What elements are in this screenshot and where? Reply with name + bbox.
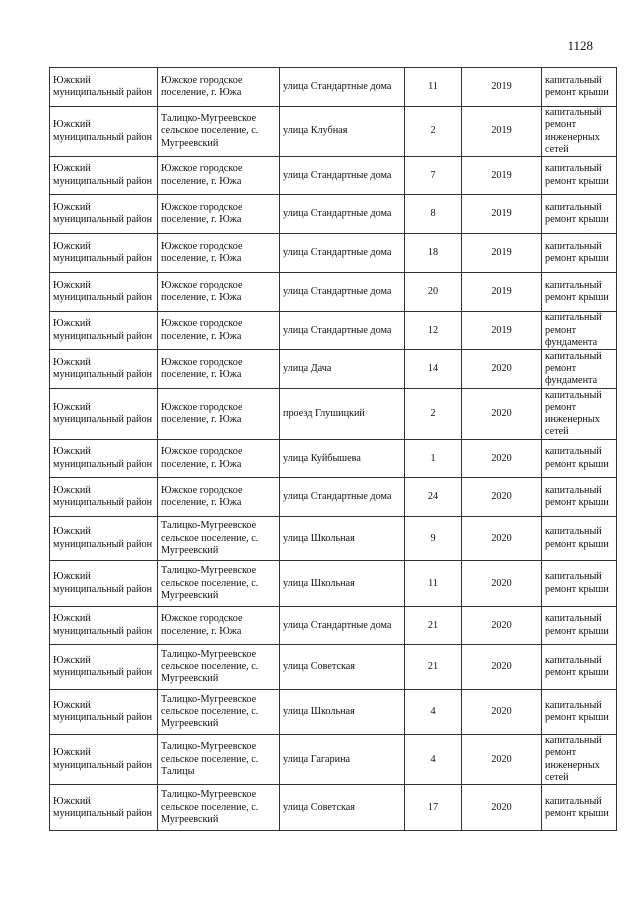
year-cell: 2019 xyxy=(462,157,542,195)
house-number-cell: 17 xyxy=(405,785,462,831)
district-cell: Южский муниципальный район xyxy=(50,735,158,785)
district-cell: Южский муниципальный район xyxy=(50,645,158,690)
house-number-cell: 21 xyxy=(405,607,462,645)
district-cell: Южский муниципальный район xyxy=(50,389,158,440)
work-type-cell: капитальный ремонт крыши xyxy=(542,517,617,561)
district-cell: Южский муниципальный район xyxy=(50,350,158,389)
district-cell: Южский муниципальный район xyxy=(50,607,158,645)
table-row xyxy=(50,690,617,735)
work-type-cell: капитальный ремонт фундамента xyxy=(542,312,617,350)
table-row xyxy=(50,478,617,517)
house-number-cell: 2 xyxy=(405,389,462,440)
year-cell: 2019 xyxy=(462,234,542,273)
settlement-cell: Талицко-Мугреевское сельское поселение, с. Мугреевский xyxy=(158,517,280,561)
street-cell: улица Стандартные дома xyxy=(280,195,405,234)
work-type-cell: капитальный ремонт крыши xyxy=(542,690,617,735)
year-cell: 2020 xyxy=(462,645,542,690)
work-type-cell: капитальный ремонт крыши xyxy=(542,195,617,234)
work-type-cell: капитальный ремонт крыши xyxy=(542,157,617,195)
house-number-cell: 24 xyxy=(405,478,462,517)
work-type-cell: капитальный ремонт крыши xyxy=(542,234,617,273)
table-row xyxy=(50,517,617,561)
street-cell: улица Стандартные дома xyxy=(280,234,405,273)
settlement-cell: Южское городское поселение, г. Южа xyxy=(158,440,280,478)
street-cell: улица Стандартные дома xyxy=(280,312,405,350)
street-cell: улица Стандартные дома xyxy=(280,607,405,645)
district-cell: Южский муниципальный район xyxy=(50,561,158,607)
table-row xyxy=(50,157,617,195)
settlement-cell: Южское городское поселение, г. Южа xyxy=(158,312,280,350)
table-row xyxy=(50,195,617,234)
table-row xyxy=(50,273,617,312)
district-cell: Южский муниципальный район xyxy=(50,517,158,561)
table-row xyxy=(50,607,617,645)
district-cell: Южский муниципальный район xyxy=(50,157,158,195)
work-type-cell: капитальный ремонт крыши xyxy=(542,68,617,107)
district-cell: Южский муниципальный район xyxy=(50,195,158,234)
settlement-cell: Южское городское поселение, г. Южа xyxy=(158,389,280,440)
street-cell: улица Советская xyxy=(280,645,405,690)
work-type-cell: капитальный ремонт инженерных сетей xyxy=(542,107,617,157)
table-row xyxy=(50,389,617,440)
table-row xyxy=(50,350,617,389)
street-cell: улица Школьная xyxy=(280,561,405,607)
page-number: 1128 xyxy=(567,38,593,53)
settlement-cell: Талицко-Мугреевское сельское поселение, с. Талицы xyxy=(158,735,280,785)
year-cell: 2019 xyxy=(462,68,542,107)
district-cell: Южский муниципальный район xyxy=(50,312,158,350)
year-cell: 2020 xyxy=(462,561,542,607)
street-cell: улица Клубная xyxy=(280,107,405,157)
settlement-cell: Талицко-Мугреевское сельское поселение, с. Мугреевский xyxy=(158,561,280,607)
house-number-cell: 11 xyxy=(405,561,462,607)
work-type-cell: капитальный ремонт крыши xyxy=(542,440,617,478)
house-number-cell: 8 xyxy=(405,195,462,234)
street-cell: проезд Глушицкий xyxy=(280,389,405,440)
street-cell: улица Школьная xyxy=(280,690,405,735)
street-cell: улица Гагарина xyxy=(280,735,405,785)
street-cell: улица Стандартные дома xyxy=(280,157,405,195)
settlement-cell: Талицко-Мугреевское сельское поселение, с. Мугреевский xyxy=(158,690,280,735)
work-type-cell: капитальный ремонт крыши xyxy=(542,561,617,607)
house-number-cell: 14 xyxy=(405,350,462,389)
table-row xyxy=(50,645,617,690)
district-cell: Южский муниципальный район xyxy=(50,478,158,517)
district-cell: Южский муниципальный район xyxy=(50,107,158,157)
table-row xyxy=(50,785,617,831)
work-type-cell: капитальный ремонт крыши xyxy=(542,607,617,645)
settlement-cell: Южское городское поселение, г. Южа xyxy=(158,607,280,645)
house-number-cell: 11 xyxy=(405,68,462,107)
table-row xyxy=(50,312,617,350)
year-cell: 2020 xyxy=(462,735,542,785)
year-cell: 2020 xyxy=(462,607,542,645)
year-cell: 2020 xyxy=(462,350,542,389)
street-cell: улица Куйбышева xyxy=(280,440,405,478)
district-cell: Южский муниципальный район xyxy=(50,68,158,107)
table-row xyxy=(50,68,617,107)
repair-register-table xyxy=(49,67,617,831)
year-cell: 2019 xyxy=(462,195,542,234)
settlement-cell: Южское городское поселение, г. Южа xyxy=(158,157,280,195)
district-cell: Южский муниципальный район xyxy=(50,690,158,735)
year-cell: 2020 xyxy=(462,785,542,831)
house-number-cell: 9 xyxy=(405,517,462,561)
house-number-cell: 4 xyxy=(405,690,462,735)
house-number-cell: 2 xyxy=(405,107,462,157)
district-cell: Южский муниципальный район xyxy=(50,234,158,273)
year-cell: 2020 xyxy=(462,440,542,478)
year-cell: 2020 xyxy=(462,690,542,735)
table-row xyxy=(50,440,617,478)
work-type-cell: капитальный ремонт инженерных сетей xyxy=(542,389,617,440)
settlement-cell: Южское городское поселение, г. Южа xyxy=(158,68,280,107)
year-cell: 2020 xyxy=(462,517,542,561)
work-type-cell: капитальный ремонт крыши xyxy=(542,273,617,312)
year-cell: 2019 xyxy=(462,107,542,157)
district-cell: Южский муниципальный район xyxy=(50,440,158,478)
table-row xyxy=(50,107,617,157)
settlement-cell: Южское городское поселение, г. Южа xyxy=(158,234,280,273)
settlement-cell: Южское городское поселение, г. Южа xyxy=(158,478,280,517)
settlement-cell: Южское городское поселение, г. Южа xyxy=(158,350,280,389)
work-type-cell: капитальный ремонт инженерных сетей xyxy=(542,735,617,785)
street-cell: улица Школьная xyxy=(280,517,405,561)
settlement-cell: Талицко-Мугреевское сельское поселение, с. Мугреевский xyxy=(158,645,280,690)
street-cell: улица Дача xyxy=(280,350,405,389)
house-number-cell: 18 xyxy=(405,234,462,273)
table-row xyxy=(50,234,617,273)
district-cell: Южский муниципальный район xyxy=(50,273,158,312)
year-cell: 2020 xyxy=(462,478,542,517)
house-number-cell: 1 xyxy=(405,440,462,478)
year-cell: 2020 xyxy=(462,389,542,440)
house-number-cell: 21 xyxy=(405,645,462,690)
settlement-cell: Талицко-Мугреевское сельское поселение, с. Мугреевский xyxy=(158,107,280,157)
street-cell: улица Стандартные дома xyxy=(280,273,405,312)
work-type-cell: капитальный ремонт фундамента xyxy=(542,350,617,389)
year-cell: 2019 xyxy=(462,312,542,350)
street-cell: улица Советская xyxy=(280,785,405,831)
work-type-cell: капитальный ремонт крыши xyxy=(542,785,617,831)
table-body xyxy=(50,68,617,831)
house-number-cell: 12 xyxy=(405,312,462,350)
table-row xyxy=(50,561,617,607)
house-number-cell: 4 xyxy=(405,735,462,785)
settlement-cell: Южское городское поселение, г. Южа xyxy=(158,273,280,312)
street-cell: улица Стандартные дома xyxy=(280,68,405,107)
district-cell: Южский муниципальный район xyxy=(50,785,158,831)
settlement-cell: Южское городское поселение, г. Южа xyxy=(158,195,280,234)
house-number-cell: 20 xyxy=(405,273,462,312)
work-type-cell: капитальный ремонт крыши xyxy=(542,645,617,690)
table-row xyxy=(50,735,617,785)
house-number-cell: 7 xyxy=(405,157,462,195)
settlement-cell: Талицко-Мугреевское сельское поселение, с. Мугреевский xyxy=(158,785,280,831)
street-cell: улица Стандартные дома xyxy=(280,478,405,517)
work-type-cell: капитальный ремонт крыши xyxy=(542,478,617,517)
year-cell: 2019 xyxy=(462,273,542,312)
